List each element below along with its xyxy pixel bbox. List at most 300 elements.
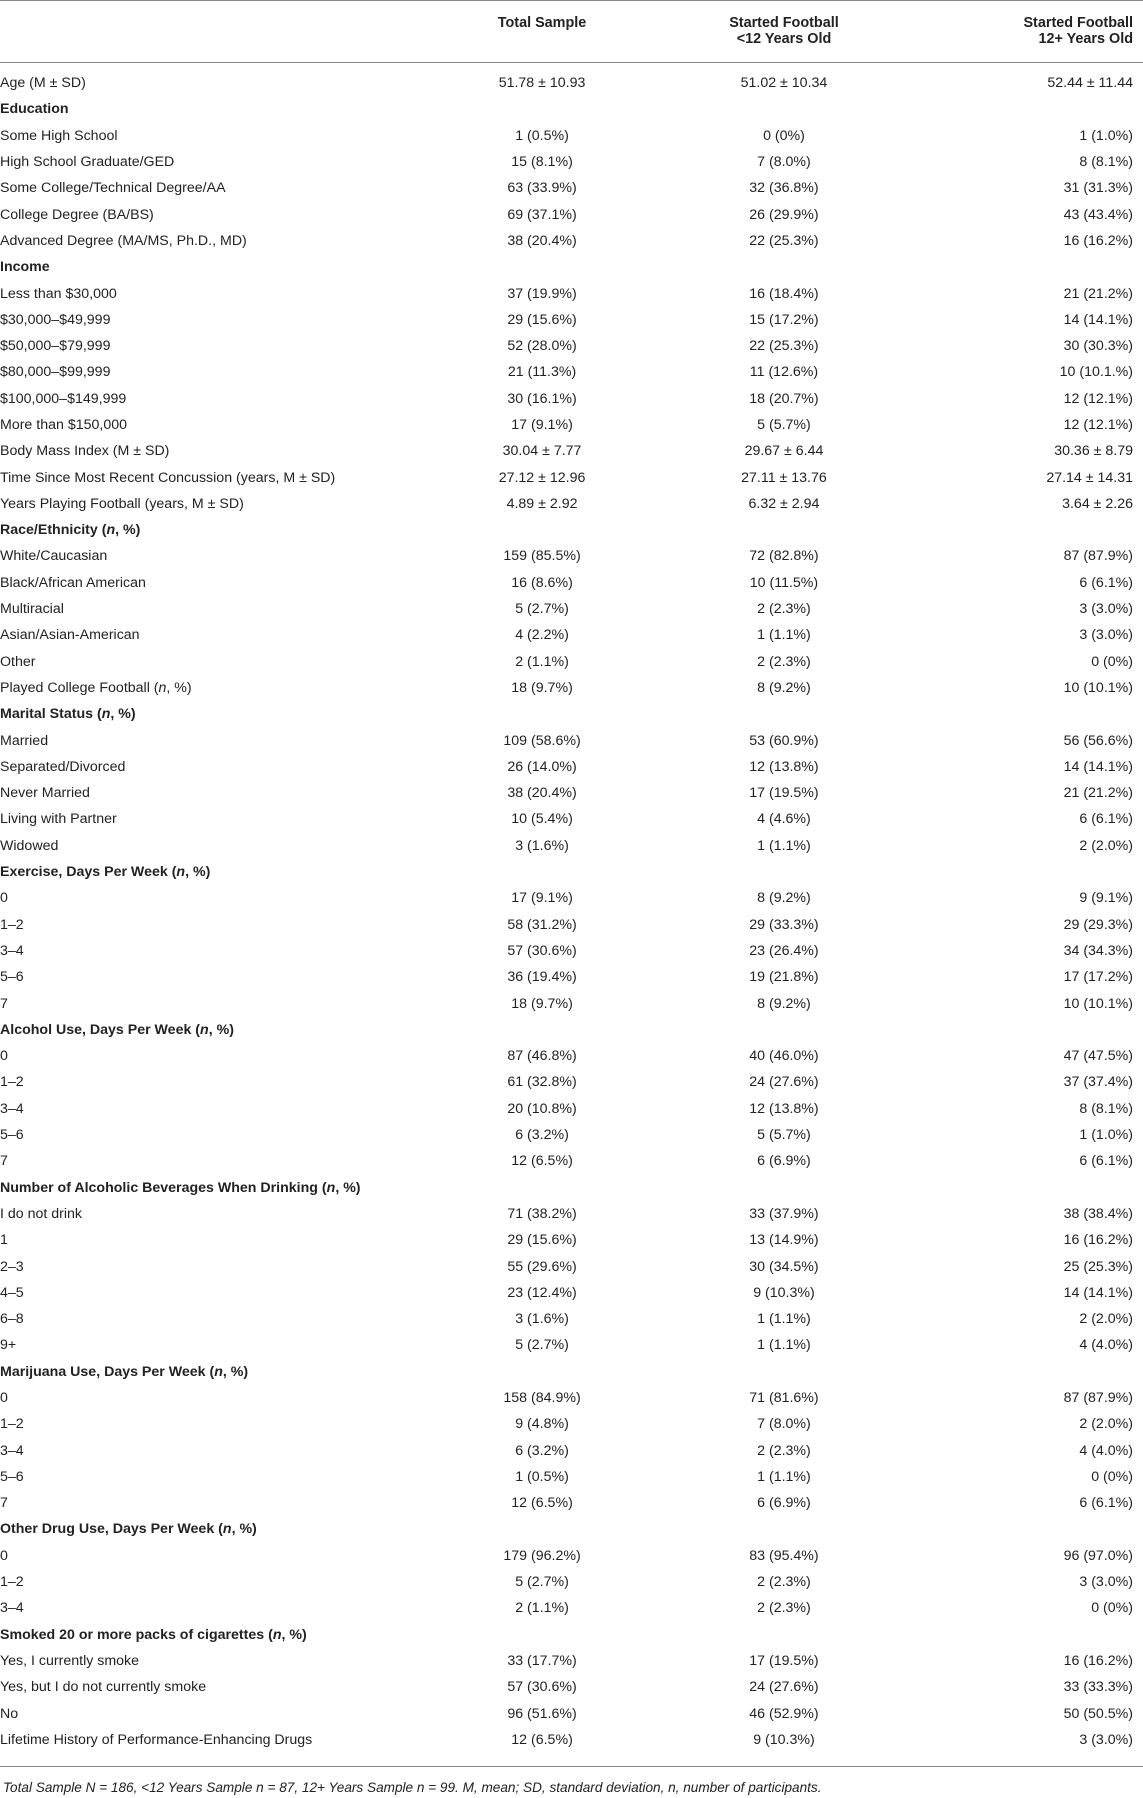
cell-under-12: 46 (52.9%)	[749, 1705, 819, 1722]
cell-total-sample	[429, 859, 656, 885]
table-row	[0, 123, 1143, 149]
cell-12-plus	[912, 1516, 1143, 1542]
table-row	[0, 1648, 1143, 1674]
cell-under-12: 5 (5.7%)	[757, 1127, 811, 1144]
row-label: College Degree (BA/BS)	[0, 206, 154, 223]
section-row	[0, 1516, 1143, 1542]
row-label: No	[0, 1705, 19, 1722]
cell-under-12: 1 (1.1%)	[757, 627, 811, 644]
table-row	[0, 912, 1143, 938]
table-row	[0, 280, 1143, 306]
section-row	[0, 1622, 1143, 1648]
row-label: 0	[0, 1389, 8, 1406]
table-row	[0, 780, 1143, 806]
cell-total-sample: 5 (2.7%)	[515, 1574, 569, 1591]
table-row	[0, 1464, 1143, 1490]
row-label: Number of Alcoholic Beverages When Drinking (n, %)	[0, 1179, 361, 1196]
cell-12-plus: 29 (29.3%)	[1063, 916, 1133, 933]
cell-12-plus: 6 (6.1%)	[1079, 1153, 1133, 1170]
table-row	[0, 964, 1143, 990]
cell-12-plus: 1 (1.0%)	[1079, 1127, 1133, 1144]
cell-under-12: 72 (82.8%)	[749, 548, 819, 565]
cell-12-plus: 12 (12.1%)	[1063, 417, 1133, 433]
cell-total-sample: 37 (19.9%)	[507, 285, 577, 302]
cell-total-sample: 33 (17.7%)	[507, 1652, 577, 1669]
cell-under-12	[656, 701, 913, 727]
table-row	[0, 1332, 1143, 1358]
table-row	[0, 333, 1143, 359]
cell-under-12: 10 (11.5%)	[749, 574, 819, 591]
row-label: Some High School	[0, 127, 118, 144]
row-label: Other Drug Use, Days Per Week (n, %)	[0, 1521, 257, 1538]
cell-total-sample: 159 (85.5%)	[503, 548, 581, 565]
cell-total-sample	[429, 1017, 656, 1043]
table-header	[0, 1, 1143, 63]
row-label: 7	[0, 995, 8, 1012]
table-row	[0, 754, 1143, 780]
table-row	[0, 570, 1143, 596]
table-row	[0, 727, 1143, 753]
table-row	[0, 491, 1143, 517]
cell-under-12: 1 (1.1%)	[757, 1337, 811, 1354]
cell-12-plus	[912, 254, 1143, 280]
row-label: Advanced Degree (MA/MS, Ph.D., MD)	[0, 232, 247, 249]
cell-under-12: 2 (2.3%)	[757, 601, 811, 618]
cell-under-12: 4 (4.6%)	[757, 811, 811, 828]
table-row	[0, 1069, 1143, 1095]
table-row	[0, 1043, 1143, 1069]
row-label: Asian/Asian-American	[0, 627, 140, 644]
table-row	[0, 386, 1143, 412]
cell-12-plus: 9 (9.1%)	[1079, 890, 1133, 907]
cell-total-sample: 21 (11.3%)	[507, 364, 577, 381]
cell-under-12	[656, 1622, 913, 1648]
cell-under-12: 29 (33.3%)	[749, 916, 819, 933]
table-row	[0, 1385, 1143, 1411]
cell-under-12	[656, 1017, 913, 1043]
cell-under-12	[656, 1174, 913, 1200]
table-row	[0, 1727, 1143, 1753]
cell-12-plus: 43 (43.4%)	[1063, 206, 1133, 223]
cell-under-12: 2 (2.3%)	[757, 653, 811, 670]
row-label: 9+	[0, 1337, 17, 1354]
cell-total-sample: 96 (51.6%)	[507, 1705, 577, 1722]
cell-under-12: 6 (6.9%)	[757, 1495, 811, 1512]
row-label: Yes, but I do not currently smoke	[0, 1679, 207, 1696]
cell-total-sample: 55 (29.6%)	[507, 1258, 577, 1275]
cell-under-12: 8 (9.2%)	[757, 679, 811, 696]
cell-total-sample: 12 (6.5%)	[511, 1495, 573, 1512]
table-row	[0, 833, 1143, 859]
cell-total-sample: 71 (38.2%)	[507, 1205, 577, 1222]
row-label: Multiracial	[0, 601, 64, 618]
cell-total-sample: 16 (8.6%)	[511, 574, 573, 591]
table-row	[0, 596, 1143, 622]
cell-under-12: 83 (95.4%)	[749, 1547, 819, 1564]
cell-total-sample: 27.12 ± 12.96	[498, 469, 586, 486]
cell-under-12: 24 (27.6%)	[749, 1074, 819, 1091]
table-row	[0, 1201, 1143, 1227]
table-row	[0, 1569, 1143, 1595]
cell-under-12: 13 (14.9%)	[749, 1232, 819, 1249]
row-label: Income	[0, 259, 50, 276]
cell-under-12	[656, 254, 913, 280]
cell-total-sample: 58 (31.2%)	[507, 916, 577, 933]
row-label: $100,000–$149,999	[0, 390, 127, 407]
row-label: Marijuana Use, Days Per Week (n, %)	[0, 1363, 249, 1380]
cell-total-sample: 179 (96.2%)	[503, 1547, 581, 1564]
row-label: $50,000–$79,999	[0, 338, 111, 355]
cell-12-plus: 87 (87.9%)	[1063, 1389, 1133, 1406]
cell-under-12: 11 (12.6%)	[749, 364, 819, 381]
table-body	[0, 63, 1143, 1754]
row-label: 1	[0, 1232, 8, 1249]
cell-under-12: 26 (29.9%)	[749, 206, 819, 223]
row-label: Black/African American	[0, 574, 146, 591]
cell-under-12: 15 (17.2%)	[749, 311, 819, 328]
cell-under-12: 9 (10.3%)	[753, 1284, 815, 1301]
cell-total-sample: 36 (19.4%)	[507, 969, 577, 986]
table-row	[0, 70, 1143, 96]
table-row	[0, 1306, 1143, 1332]
cell-under-12: 33 (37.9%)	[749, 1205, 819, 1222]
cell-under-12: 24 (27.6%)	[749, 1679, 819, 1696]
cell-12-plus: 8 (8.1%)	[1079, 154, 1133, 171]
cell-12-plus: 2 (2.0%)	[1079, 837, 1133, 854]
table-row	[0, 1411, 1143, 1437]
cell-12-plus: 52.44 ± 11.44	[1047, 75, 1133, 92]
table-row	[0, 1280, 1143, 1306]
row-label: 7	[0, 1153, 8, 1170]
cell-total-sample: 38 (20.4%)	[507, 785, 577, 802]
cell-total-sample: 26 (14.0%)	[507, 758, 577, 775]
row-label: 2–3	[0, 1258, 24, 1275]
cell-12-plus: 6 (6.1%)	[1079, 1495, 1133, 1512]
cell-under-12: 6 (6.9%)	[757, 1153, 811, 1170]
cell-under-12: 2 (2.3%)	[757, 1442, 811, 1459]
row-label: Time Since Most Recent Concussion (years, M ± SD)	[0, 469, 336, 486]
cell-total-sample: 23 (12.4%)	[507, 1284, 577, 1301]
row-label: Separated/Divorced	[0, 758, 126, 775]
row-label: 4–5	[0, 1284, 24, 1301]
table-row	[0, 649, 1143, 675]
cell-under-12: 12 (13.8%)	[749, 758, 819, 775]
row-label: Lifetime History of Performance-Enhancing Drugs	[0, 1731, 313, 1748]
cell-12-plus	[912, 1017, 1143, 1043]
cell-total-sample: 87 (46.8%)	[507, 1048, 577, 1065]
cell-total-sample: 12 (6.5%)	[511, 1731, 573, 1748]
cell-12-plus: 3 (3.0%)	[1079, 1574, 1133, 1591]
cell-12-plus: 34 (34.3%)	[1063, 942, 1133, 959]
cell-total-sample: 5 (2.7%)	[515, 601, 569, 618]
section-row	[0, 859, 1143, 885]
cell-12-plus: 3 (3.0%)	[1079, 627, 1133, 644]
row-label: 3–4	[0, 1442, 24, 1459]
section-row	[0, 254, 1143, 280]
cell-12-plus	[912, 1622, 1143, 1648]
row-label: Years Playing Football (years, M ± SD)	[0, 495, 244, 512]
table-row	[0, 464, 1143, 490]
cell-total-sample: 52 (28.0%)	[507, 338, 577, 355]
cell-under-12: 71 (81.6%)	[749, 1389, 819, 1406]
cell-total-sample: 2 (1.1%)	[515, 1600, 569, 1617]
cell-12-plus: 0 (0%)	[1091, 653, 1133, 670]
cell-total-sample: 109 (58.6%)	[503, 732, 581, 749]
cell-total-sample: 18 (9.7%)	[511, 995, 573, 1012]
cell-total-sample	[429, 96, 656, 122]
table-row	[0, 1674, 1143, 1700]
cell-12-plus: 37 (37.4%)	[1063, 1074, 1133, 1091]
section-row	[0, 701, 1143, 727]
cell-12-plus: 12 (12.1%)	[1063, 390, 1133, 407]
cell-12-plus	[912, 1359, 1143, 1385]
cell-12-plus: 21 (21.2%)	[1063, 285, 1133, 302]
cell-total-sample	[429, 1516, 656, 1542]
cell-under-12: 5 (5.7%)	[757, 417, 811, 433]
cell-under-12: 40 (46.0%)	[749, 1048, 819, 1065]
row-label: $80,000–$99,999	[0, 364, 111, 381]
cell-total-sample: 6 (3.2%)	[515, 1127, 569, 1144]
row-label: 5–6	[0, 1468, 24, 1485]
cell-12-plus: 10 (10.1%)	[1063, 995, 1133, 1012]
cell-12-plus: 25 (25.3%)	[1063, 1258, 1133, 1275]
cell-under-12	[656, 517, 913, 543]
cell-total-sample: 57 (30.6%)	[507, 1679, 577, 1696]
cell-total-sample	[429, 1359, 656, 1385]
cell-under-12: 0 (0%)	[763, 127, 805, 144]
table-row	[0, 938, 1143, 964]
cell-12-plus	[912, 701, 1143, 727]
cell-under-12: 1 (1.1%)	[757, 1311, 811, 1328]
cell-12-plus: 16 (16.2%)	[1063, 1652, 1133, 1669]
row-label: 1–2	[0, 1074, 24, 1091]
table-row	[0, 412, 1143, 438]
row-label: 5–6	[0, 1127, 24, 1144]
cell-under-12: 29.67 ± 6.44	[744, 443, 824, 460]
cell-12-plus: 8 (8.1%)	[1079, 1100, 1133, 1117]
section-row	[0, 1174, 1143, 1200]
table-row	[0, 1543, 1143, 1569]
table-row	[0, 1700, 1143, 1726]
cell-under-12: 7 (8.0%)	[757, 1416, 811, 1433]
cell-total-sample: 20 (10.8%)	[507, 1100, 577, 1117]
table-row	[0, 622, 1143, 648]
cell-total-sample: 29 (15.6%)	[507, 311, 577, 328]
cell-12-plus: 6 (6.1%)	[1079, 574, 1133, 591]
row-label: Yes, I currently smoke	[0, 1652, 140, 1669]
cell-under-12: 2 (2.3%)	[757, 1574, 811, 1591]
cell-12-plus: 3 (3.0%)	[1079, 1731, 1133, 1748]
row-label: Exercise, Days Per Week (n, %)	[0, 864, 211, 881]
cell-total-sample: 18 (9.7%)	[511, 679, 573, 696]
row-label: White/Caucasian	[0, 548, 108, 565]
row-label: Other	[0, 653, 36, 670]
cell-12-plus: 10 (10.1%)	[1063, 679, 1133, 696]
cell-under-12: 2 (2.3%)	[757, 1600, 811, 1617]
cell-under-12: 12 (13.8%)	[749, 1100, 819, 1117]
cell-under-12: 19 (21.8%)	[749, 969, 819, 986]
cell-under-12	[656, 1359, 913, 1385]
cell-total-sample: 5 (2.7%)	[515, 1337, 569, 1354]
cell-12-plus	[912, 517, 1143, 543]
cell-under-12: 18 (20.7%)	[749, 390, 819, 407]
cell-12-plus	[912, 1174, 1143, 1200]
row-label: 7	[0, 1495, 8, 1512]
cell-total-sample: 9 (4.8%)	[515, 1416, 569, 1433]
cell-total-sample: 57 (30.6%)	[507, 942, 577, 959]
table-row	[0, 675, 1143, 701]
cell-total-sample: 63 (33.9%)	[507, 180, 577, 197]
cell-12-plus: 16 (16.2%)	[1063, 232, 1133, 249]
cell-12-plus: 0 (0%)	[1091, 1468, 1133, 1485]
cell-total-sample: 12 (6.5%)	[511, 1153, 573, 1170]
cell-under-12: 9 (10.3%)	[753, 1731, 815, 1748]
cell-under-12: 32 (36.8%)	[749, 180, 819, 197]
cell-under-12	[656, 859, 913, 885]
row-label: Living with Partner	[0, 811, 117, 828]
row-label: 0	[0, 1547, 8, 1564]
row-label: Alcohol Use, Days Per Week (n, %)	[0, 1021, 234, 1038]
header-label-column	[0, 1, 429, 63]
row-label: Education	[0, 101, 69, 118]
cell-total-sample	[429, 517, 656, 543]
table-row	[0, 307, 1143, 333]
header-under-12: Started Football <12 Years Old	[656, 1, 913, 63]
cell-12-plus: 4 (4.0%)	[1079, 1337, 1133, 1354]
cell-under-12: 17 (19.5%)	[749, 785, 819, 802]
row-label: 1–2	[0, 1574, 24, 1591]
table-row	[0, 1148, 1143, 1174]
cell-total-sample: 6 (3.2%)	[515, 1442, 569, 1459]
row-label: 0	[0, 1048, 8, 1065]
cell-12-plus: 17 (17.2%)	[1063, 969, 1133, 986]
cell-total-sample: 17 (9.1%)	[511, 417, 573, 433]
cell-under-12: 1 (1.1%)	[757, 1468, 811, 1485]
cell-12-plus: 1 (1.0%)	[1079, 127, 1133, 144]
cell-total-sample	[429, 1174, 656, 1200]
row-label: 3–4	[0, 1100, 24, 1117]
table-row	[0, 149, 1143, 175]
cell-12-plus: 4 (4.0%)	[1079, 1442, 1133, 1459]
cell-total-sample: 15 (8.1%)	[511, 154, 573, 171]
cell-total-sample: 3 (1.6%)	[515, 837, 569, 854]
table-row	[0, 201, 1143, 227]
cell-12-plus: 47 (47.5%)	[1063, 1048, 1133, 1065]
cell-12-plus: 3.64 ± 2.26	[1062, 495, 1133, 512]
row-label: $30,000–$49,999	[0, 311, 111, 328]
table-footnote: Total Sample N = 186, <12 Years Sample n = 87, 12+ Years Sample n = 99. M, mean; SD, standard deviation, n, number of participants.	[0, 1766, 1143, 1795]
table-row	[0, 1253, 1143, 1279]
cell-12-plus: 16 (16.2%)	[1063, 1232, 1133, 1249]
cell-12-plus: 50 (50.5%)	[1063, 1705, 1133, 1722]
cell-total-sample: 29 (15.6%)	[507, 1232, 577, 1249]
cell-total-sample: 3 (1.6%)	[515, 1311, 569, 1328]
cell-total-sample: 38 (20.4%)	[507, 232, 577, 249]
cell-total-sample: 10 (5.4%)	[511, 811, 573, 828]
cell-12-plus: 6 (6.1%)	[1079, 811, 1133, 828]
row-label: 3–4	[0, 1600, 24, 1617]
row-label: 1–2	[0, 1416, 24, 1433]
cell-under-12: 17 (19.5%)	[749, 1652, 819, 1669]
cell-total-sample: 61 (32.8%)	[507, 1074, 577, 1091]
cell-total-sample: 158 (84.9%)	[503, 1389, 581, 1406]
table-row	[0, 175, 1143, 201]
cell-12-plus: 27.14 ± 14.31	[1046, 469, 1133, 486]
table-row	[0, 1490, 1143, 1516]
cell-12-plus: 30.36 ± 8.79	[1054, 443, 1133, 460]
row-label: High School Graduate/GED	[0, 154, 175, 171]
cell-12-plus: 14 (14.1%)	[1063, 758, 1133, 775]
row-label: Some College/Technical Degree/AA	[0, 180, 226, 197]
cell-total-sample: 51.78 ± 10.93	[498, 75, 586, 92]
cell-12-plus: 2 (2.0%)	[1079, 1311, 1133, 1328]
cell-12-plus: 2 (2.0%)	[1079, 1416, 1133, 1433]
cell-total-sample: 4.89 ± 2.92	[506, 495, 578, 512]
cell-total-sample	[429, 254, 656, 280]
header-12-plus: Started Football 12+ Years Old	[912, 1, 1143, 63]
cell-12-plus	[912, 96, 1143, 122]
cell-total-sample: 30 (16.1%)	[507, 390, 577, 407]
row-label: More than $150,000	[0, 417, 127, 433]
cell-under-12: 51.02 ± 10.34	[740, 75, 828, 92]
header-total-sample: Total Sample	[429, 1, 656, 63]
row-label: I do not drink	[0, 1205, 83, 1222]
row-label: 5–6	[0, 969, 24, 986]
row-label: Played College Football (n, %)	[0, 679, 192, 696]
cell-under-12: 22 (25.3%)	[749, 232, 819, 249]
cell-12-plus: 56 (56.6%)	[1063, 732, 1133, 749]
table-row	[0, 359, 1143, 385]
cell-total-sample: 1 (0.5%)	[515, 1468, 569, 1485]
cell-12-plus: 38 (38.4%)	[1063, 1205, 1133, 1222]
cell-under-12: 1 (1.1%)	[757, 837, 811, 854]
cell-under-12: 6.32 ± 2.94	[748, 495, 820, 512]
cell-total-sample: 69 (37.1%)	[507, 206, 577, 223]
row-label: Race/Ethnicity (n, %)	[0, 522, 141, 539]
cell-under-12: 53 (60.9%)	[749, 732, 819, 749]
table-row	[0, 990, 1143, 1016]
row-label: 3–4	[0, 942, 24, 959]
cell-12-plus: 96 (97.0%)	[1063, 1547, 1133, 1564]
cell-12-plus: 14 (14.1%)	[1063, 1284, 1133, 1301]
section-row	[0, 1017, 1143, 1043]
row-label: 6–8	[0, 1311, 24, 1328]
row-label: Married	[0, 732, 49, 749]
table-row	[0, 1437, 1143, 1463]
cell-total-sample: 2 (1.1%)	[515, 653, 569, 670]
table-row	[0, 1227, 1143, 1253]
table-row	[0, 806, 1143, 832]
section-row	[0, 517, 1143, 543]
cell-12-plus	[912, 859, 1143, 885]
cell-12-plus: 33 (33.3%)	[1063, 1679, 1133, 1696]
row-label: Widowed	[0, 837, 59, 854]
cell-total-sample: 17 (9.1%)	[511, 890, 573, 907]
cell-under-12: 27.11 ± 13.76	[741, 469, 827, 486]
cell-12-plus: 0 (0%)	[1091, 1600, 1133, 1617]
cell-12-plus: 21 (21.2%)	[1063, 785, 1133, 802]
table-row	[0, 1595, 1143, 1621]
cell-under-12: 8 (9.2%)	[757, 995, 811, 1012]
cell-12-plus: 14 (14.1%)	[1063, 311, 1133, 328]
cell-total-sample	[429, 1622, 656, 1648]
cell-12-plus: 87 (87.9%)	[1063, 548, 1133, 565]
cell-12-plus: 3 (3.0%)	[1079, 601, 1133, 618]
cell-total-sample: 1 (0.5%)	[515, 127, 569, 144]
row-label: Age (M ± SD)	[0, 75, 86, 92]
cell-12-plus: 31 (31.3%)	[1063, 180, 1133, 197]
section-row	[0, 1359, 1143, 1385]
